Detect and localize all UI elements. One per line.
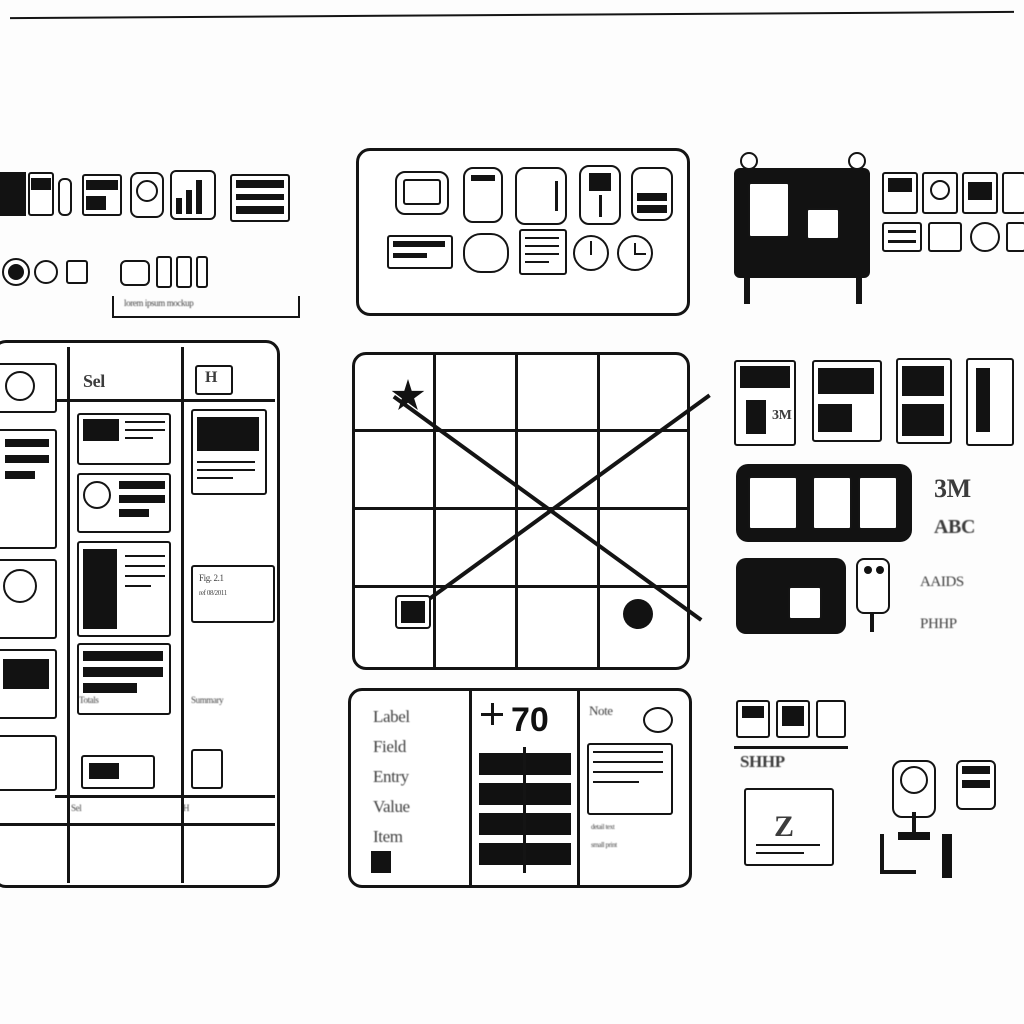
- cluster-label-shhp: SHHP: [740, 752, 785, 771]
- text-line: [756, 844, 820, 846]
- dispenser-nozzle-icon: [599, 195, 602, 217]
- gauge-icon: [3, 569, 37, 603]
- caption-aaids: AAIDS: [920, 574, 964, 590]
- bracket-icon: [880, 834, 884, 874]
- case-fill-icon: [742, 706, 764, 718]
- stack-icon[interactable]: [176, 256, 192, 288]
- ball-marker[interactable]: [623, 599, 653, 629]
- side-note-detail: detail text: [591, 823, 615, 831]
- stack-icon[interactable]: [156, 256, 172, 288]
- cabinet-window-icon: [806, 208, 840, 240]
- chart-icon: [83, 481, 111, 509]
- table-header-sel: Sel: [83, 371, 105, 391]
- remote-button-icon: [876, 566, 884, 574]
- coil-icon[interactable]: [1006, 222, 1024, 252]
- knob-icon[interactable]: [740, 152, 758, 170]
- text-line: [197, 477, 233, 479]
- bar-icon: [942, 834, 952, 878]
- coffee-top-icon: [740, 366, 790, 388]
- text-line: [593, 751, 663, 753]
- right-components: [730, 352, 1024, 652]
- form-end-block: [371, 851, 391, 873]
- caption-abc: ABC: [934, 516, 976, 538]
- text-line: [125, 421, 165, 423]
- list-row-icon: [525, 237, 559, 239]
- text-line: [593, 771, 663, 773]
- cabinet-door-icon: [748, 182, 790, 238]
- page-top-rule: [10, 11, 1014, 19]
- text-line: [197, 461, 255, 463]
- text-line: [125, 555, 165, 557]
- row-band: [5, 455, 49, 463]
- plug-prong-icon: [888, 240, 916, 243]
- caption-3m: 3M: [934, 474, 971, 503]
- cluster-label-z: Z: [774, 810, 794, 843]
- value-tick: [491, 703, 494, 725]
- knob-icon[interactable]: [848, 152, 866, 170]
- door-icon[interactable]: [515, 167, 567, 225]
- bottom-center-form: [348, 688, 692, 888]
- panel-fill: [83, 549, 117, 629]
- module-fill-icon: [968, 182, 992, 200]
- list-icon[interactable]: [519, 229, 567, 275]
- printer-tray-icon: [86, 196, 106, 210]
- footer-icon-box[interactable]: [191, 749, 223, 789]
- bulb-base-icon: [898, 832, 930, 840]
- coffee-pot-icon: [746, 400, 766, 434]
- form-column-divider: [469, 691, 472, 887]
- pen-icon[interactable]: [58, 178, 72, 216]
- side-note: Note: [589, 703, 613, 718]
- row-band: [83, 651, 163, 661]
- row-band: [83, 683, 137, 693]
- chart-bar-icon: [176, 198, 182, 214]
- thumbnail: [197, 417, 259, 451]
- table-header-h: H: [205, 369, 218, 386]
- bottom-right-cluster: [730, 694, 1024, 884]
- drawer-front-icon: [637, 205, 667, 213]
- table-column-divider: [67, 347, 70, 883]
- pen-body-icon: [976, 368, 990, 432]
- printer-tray-icon: [818, 404, 852, 432]
- case-fill-icon: [782, 706, 804, 726]
- coil-icon[interactable]: [928, 222, 962, 252]
- text-line: [125, 585, 151, 587]
- grid-line-v: [597, 355, 600, 667]
- note-card[interactable]: [587, 743, 673, 815]
- row-band: [5, 471, 35, 479]
- stamp-icon: [643, 707, 673, 733]
- door-handle-icon: [555, 181, 558, 211]
- side-note-small: small print: [591, 841, 617, 849]
- cassette-band-icon: [236, 180, 284, 188]
- cassette-band-icon: [236, 206, 284, 214]
- text-line: [593, 761, 663, 763]
- printer-top-icon: [818, 368, 874, 394]
- cassette-band-icon: [236, 194, 284, 200]
- speaker-icon: [858, 476, 898, 530]
- monitor-screen-icon: [788, 586, 822, 620]
- grid-line-h: [355, 429, 687, 432]
- printer-slot-icon: [86, 180, 118, 190]
- cup-marker-fill: [401, 601, 425, 623]
- tag-icon[interactable]: [66, 260, 88, 284]
- pen-icon[interactable]: [966, 358, 1014, 446]
- row-band: [5, 439, 49, 447]
- badge-icon[interactable]: [34, 260, 58, 284]
- form-line: Item: [373, 827, 403, 846]
- remote-button-icon: [864, 566, 872, 574]
- module-screen-icon: [31, 178, 51, 190]
- text-line: [593, 781, 639, 783]
- module-dial-icon: [930, 180, 950, 200]
- thumbnail: [3, 659, 49, 689]
- top-right-machine: [730, 148, 1024, 326]
- card-line-icon: [393, 253, 427, 258]
- avatar: [5, 371, 35, 401]
- footer-button-glyph: [89, 763, 119, 779]
- bottle-cap-icon: [471, 175, 495, 181]
- center-grid-chart: [352, 352, 690, 670]
- cluster-divider: [734, 746, 848, 749]
- form-line: Field: [373, 737, 406, 756]
- bulb-stem-icon: [912, 812, 916, 834]
- card-stripe-icon: [393, 241, 445, 247]
- form-line: Label: [373, 707, 410, 726]
- module-screen-icon: [888, 178, 912, 192]
- list-item[interactable]: [0, 735, 57, 791]
- fridge-door-icon: [902, 404, 944, 436]
- pitcher-icon: [748, 476, 798, 530]
- bulb-glass-icon: [900, 766, 928, 794]
- text-line: [125, 575, 165, 577]
- remote-icon[interactable]: [856, 558, 890, 614]
- dispenser-head-icon: [589, 173, 611, 191]
- note-title: Fig. 2.1: [199, 573, 224, 583]
- fridge-door-icon: [902, 366, 944, 396]
- row-band: [119, 495, 165, 503]
- row-band: [119, 509, 149, 517]
- window-inner-icon: [403, 179, 441, 205]
- band-divider: [523, 747, 526, 873]
- text-line: [125, 565, 165, 567]
- form-line: Entry: [373, 767, 409, 786]
- text-line: [197, 469, 255, 471]
- stack-icon[interactable]: [196, 256, 208, 288]
- top-left-toolbar: [0, 168, 300, 328]
- footer-label-summary: Summary: [191, 695, 224, 705]
- display-value: 70: [511, 701, 549, 739]
- bracket-icon: [880, 870, 916, 874]
- footer-caption-right: H: [183, 803, 190, 813]
- grid-line-h: [355, 507, 687, 510]
- toolbar-caption: lorem ipsum mockup: [124, 298, 194, 308]
- top-center-panel: [356, 148, 690, 316]
- list-row-icon: [525, 261, 549, 263]
- box-icon[interactable]: [120, 260, 150, 286]
- table-footer-rule: [0, 823, 275, 826]
- clock-hand-icon: [634, 253, 646, 255]
- form-column-divider: [577, 691, 580, 887]
- text-line: [125, 437, 153, 439]
- left-table: [0, 340, 280, 888]
- machine-leg-icon: [744, 278, 750, 304]
- form-line: Value: [373, 797, 410, 816]
- footer-divider: [55, 795, 275, 798]
- drawer-front-icon: [637, 193, 667, 201]
- dial-needle-icon: [590, 241, 592, 255]
- list-row-icon: [525, 245, 559, 247]
- plug-prong-icon: [888, 230, 916, 233]
- chart-bar-icon: [196, 180, 202, 214]
- grid-line-v: [433, 355, 436, 667]
- coil-icon[interactable]: [970, 222, 1000, 252]
- scanner-lens-icon: [136, 180, 158, 202]
- bag-icon[interactable]: [463, 233, 509, 273]
- grid-line-h: [355, 585, 687, 588]
- text-line: [125, 429, 165, 431]
- gear-icon[interactable]: [0, 172, 26, 216]
- thumbnail: [83, 419, 119, 441]
- list-item[interactable]: [0, 429, 57, 549]
- list-row-icon: [525, 253, 559, 255]
- machine-leg-icon: [856, 278, 862, 304]
- caption-phhp: PHHP: [920, 616, 957, 632]
- grid-line-v: [515, 355, 518, 667]
- note-sub: ref 08/2011: [199, 589, 227, 597]
- battery-band-icon: [962, 780, 990, 788]
- component-label: 3M: [772, 408, 792, 423]
- circle-fill-icon: [8, 264, 24, 280]
- remote-stand-icon: [870, 614, 874, 632]
- speaker-icon: [812, 476, 852, 530]
- text-line: [756, 852, 804, 854]
- module-icon[interactable]: [1002, 172, 1024, 214]
- switch-icon[interactable]: [816, 700, 846, 738]
- battery-band-icon: [962, 766, 990, 774]
- footer-caption-left: Sel: [71, 803, 82, 813]
- row-band: [119, 481, 165, 489]
- plug-icon[interactable]: [882, 222, 922, 252]
- footer-label-totals: Totals: [79, 695, 99, 705]
- row-band: [83, 667, 163, 677]
- chart-bar-icon: [186, 190, 192, 214]
